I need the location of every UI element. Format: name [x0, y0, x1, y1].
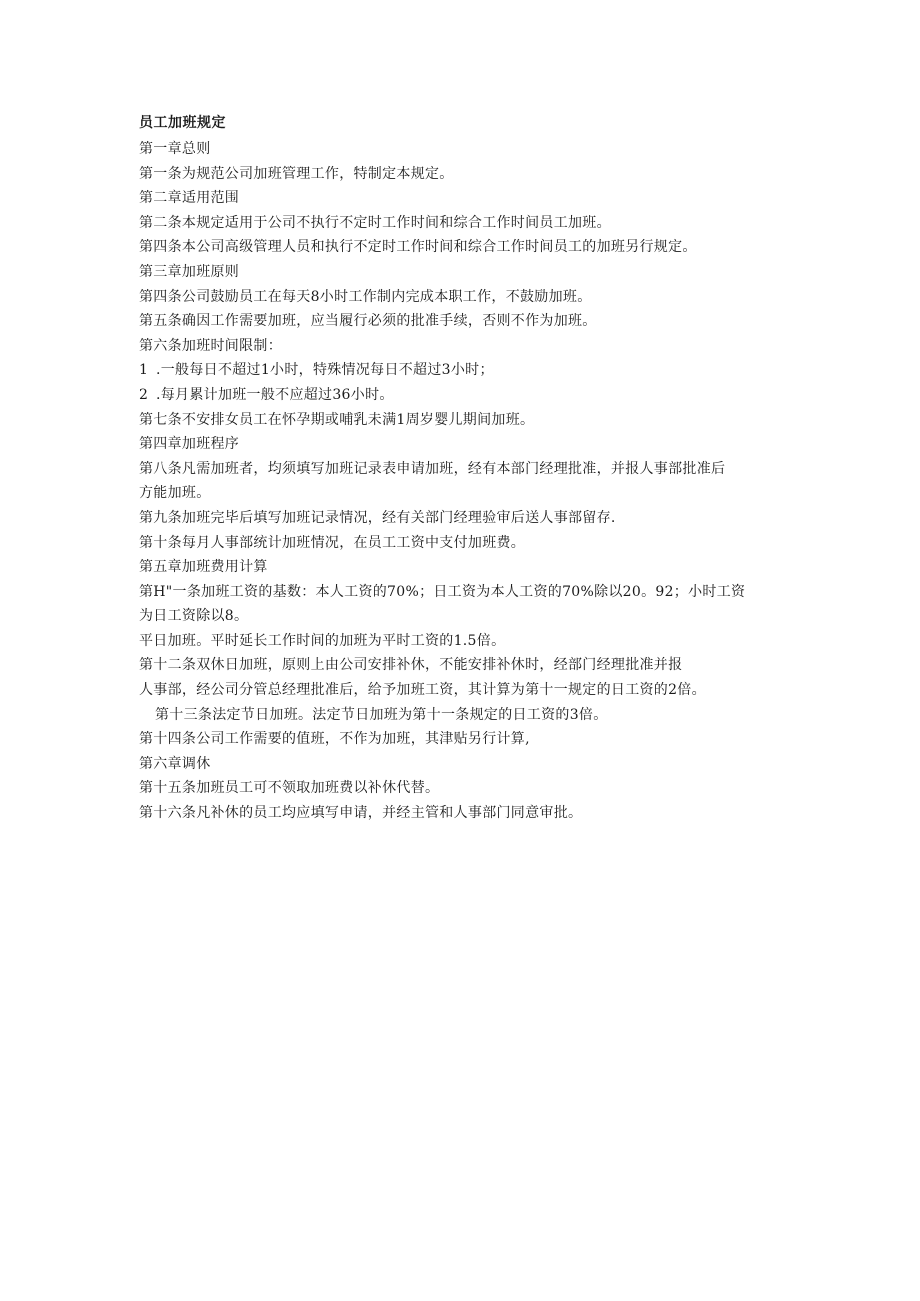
article-4-senior-staff: 第四条本公司高级管理人员和执行不定时工作时间和综合工作时间员工的加班另行规定。: [139, 239, 697, 256]
article-8-line-2: 方能加班。: [139, 485, 211, 502]
article-1: 第一条为规范公司加班管理工作，特制定本规定。: [139, 165, 454, 182]
weekday-overtime: 平日加班。平时延长工作时间的加班为平时工资的1.5倍。: [139, 632, 506, 649]
chapter-5-heading: 第五章加班费用计算: [139, 559, 268, 576]
document-title: 员工加班规定: [139, 115, 226, 131]
article-9: 第九条加班完毕后填写加班记录情况，经有关部门经理验审后送人事部留存.: [139, 509, 616, 526]
list-item-1-number: 1: [139, 362, 149, 379]
chapter-6-heading: 第六章调休: [139, 755, 211, 772]
article-12-line-1: 第十二条双休日加班，原则上由公司安排补休，不能安排补休时，经部门经理批准并报: [139, 657, 683, 674]
chapter-2-heading: 第二章适用范围: [139, 190, 240, 207]
chapter-1-heading: 第一章总则: [139, 141, 211, 157]
document-page: [139, 113, 799, 826]
article-11-line-2: 为日工资除以8。: [139, 608, 249, 625]
article-12-line-2: 人事部，经公司分管总经理批准后，给予加班工资，其计算为第十一规定的日工资的2倍。: [139, 682, 706, 699]
article-8-line-1: 第八条凡需加班者，均须填写加班记录表申请加班，经有本部门经理批准，并报人事部批准后: [139, 460, 726, 477]
article-11-line-1: 第H"一条加班工资的基数：本人工资的70%；日工资为本人工资的70%除以20。92；小时工资: [139, 583, 746, 600]
article-7: 第七条不安排女员工在怀孕期或哺乳未满1周岁婴儿期间加班。: [139, 411, 535, 428]
list-item-1-text: .一般每日不超过1小时，特殊情况每日不超过3小时；: [156, 362, 494, 379]
article-14: 第十四条公司工作需要的值班，不作为加班，其津贴另行计算,: [139, 731, 530, 748]
list-item-2: [139, 383, 799, 408]
article-6: 第六条加班时间限制：: [139, 337, 282, 354]
article-13: 第十三条法定节日加班。法定节日加班为第十一条规定的日工资的3倍。: [155, 706, 608, 723]
chapter-3-heading: 第三章加班原则: [139, 263, 240, 280]
article-2: 第二条本规定适用于公司不执行不定时工作时间和综合工作时间员工加班。: [139, 214, 611, 231]
list-item-2-text: .每月累计加班一般不应超过36小时。: [156, 386, 394, 403]
article-15: 第十五条加班员工可不领取加班费以补休代替。: [139, 780, 440, 797]
article-10: 第十条每月人事部统计加班情况，在员工工资中支付加班费。: [139, 534, 526, 551]
chapter-4-heading: 第四章加班程序: [139, 436, 240, 453]
list-item-1: [139, 358, 799, 383]
article-5: 第五条确因工作需要加班，应当履行必须的批准手续，否则不作为加班。: [139, 313, 597, 330]
article-16: 第十六条凡补休的员工均应填写申请，并经主管和人事部门同意审批。: [139, 805, 583, 822]
article-4-encourage: 第四条公司鼓励员工在每天8小时工作制内完成本职工作，不鼓励加班。: [139, 288, 592, 305]
list-item-2-number: 2: [139, 386, 149, 403]
document-body: [139, 137, 799, 826]
